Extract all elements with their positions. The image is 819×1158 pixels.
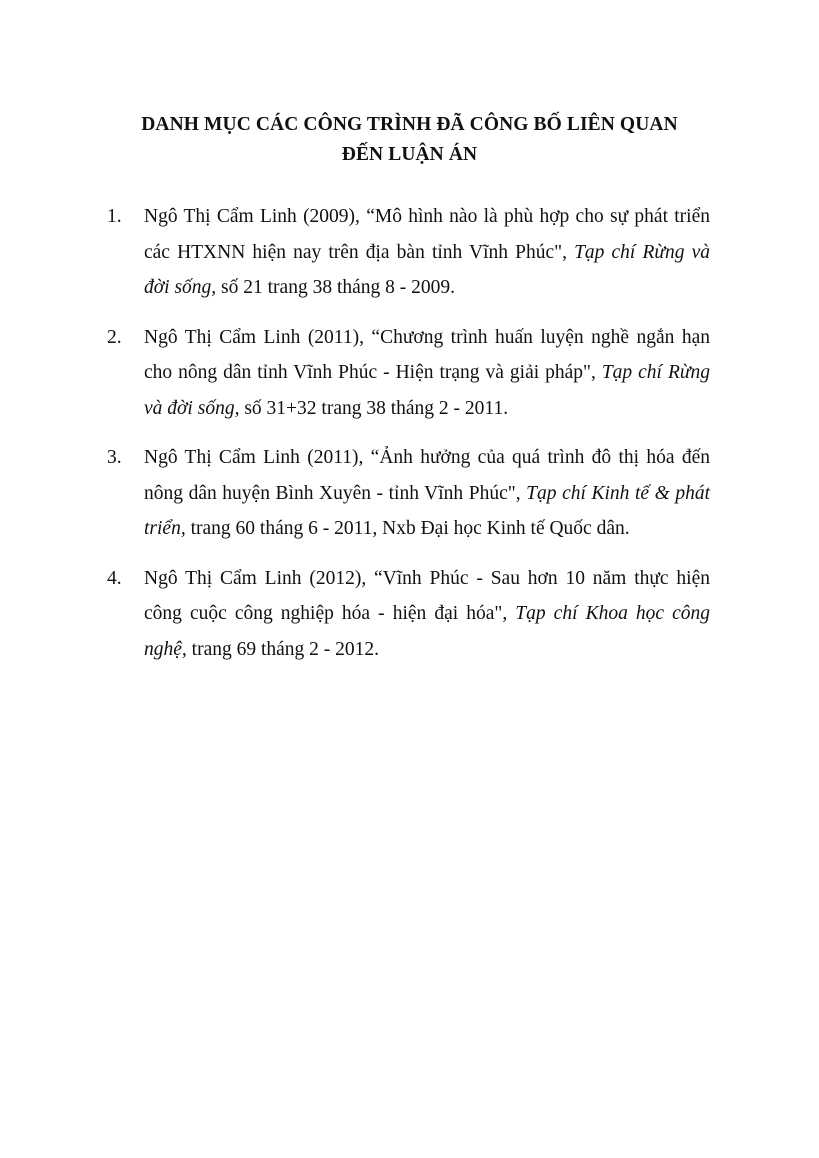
journal-name: Tạp chí Kinh tế & phát triển, bbox=[144, 482, 710, 539]
publication-details: số 31+32 trang 38 tháng 2 - 2011. bbox=[239, 397, 509, 419]
page-title-line-2: ĐẾN LUẬN ÁN bbox=[341, 144, 478, 165]
publication-number: 2. bbox=[107, 326, 122, 348]
publication-number: 4. bbox=[107, 567, 122, 589]
publication-details: số 21 trang 38 tháng 8 - 2009. bbox=[216, 277, 456, 298]
publication-item bbox=[107, 199, 710, 306]
publication-item bbox=[107, 440, 710, 547]
publication-text: Ngô Thị Cẩm Linh (2011), “Ảnh hưởng của quá trình đô thị hóa đến nông dân huyện Bình Xuyên - tỉnh Vĩnh Phúc", bbox=[144, 447, 710, 504]
page-title-line-1: DANH MỤC CÁC CÔNG TRÌNH ĐÃ CÔNG BỐ LIÊN QUAN bbox=[141, 114, 678, 135]
journal-name: Tạp chí Rừng và đời sống, bbox=[144, 362, 710, 419]
publication-list bbox=[107, 199, 710, 681]
publication-number: 3. bbox=[107, 447, 122, 468]
publication-item bbox=[107, 561, 710, 668]
publication-text: Ngô Thị Cẩm Linh (2012), “Vĩnh Phúc - Sau hơn 10 năm thực hiện công cuộc công nghiệp hóa - hiện đại hóa", bbox=[144, 567, 710, 624]
journal-name: Tạp chí Khoa học công nghệ, bbox=[144, 603, 711, 660]
publication-text: Ngô Thị Cẩm Linh (2011), “Chương trình huấn luyện nghề ngắn hạn cho nông dân tỉnh Vĩnh Phúc - Hiện trạng và giải pháp", bbox=[144, 326, 710, 383]
publication-text: Ngô Thị Cẩm Linh (2009), “Mô hình nào là phù hợp cho sự phát triển các HTXNN hiện nay trên địa bàn tỉnh Vĩnh Phúc", bbox=[144, 206, 710, 263]
publication-details: trang 69 tháng 2 - 2012. bbox=[186, 638, 380, 660]
publication-number: 1. bbox=[107, 206, 122, 227]
page-title bbox=[100, 110, 719, 170]
publication-item bbox=[107, 320, 710, 427]
journal-name: Tạp chí Rừng và đời sống, bbox=[144, 241, 711, 298]
publication-details: trang 60 tháng 6 - 2011, Nxb Đại học Kinh tế Quốc dân. bbox=[185, 518, 630, 539]
